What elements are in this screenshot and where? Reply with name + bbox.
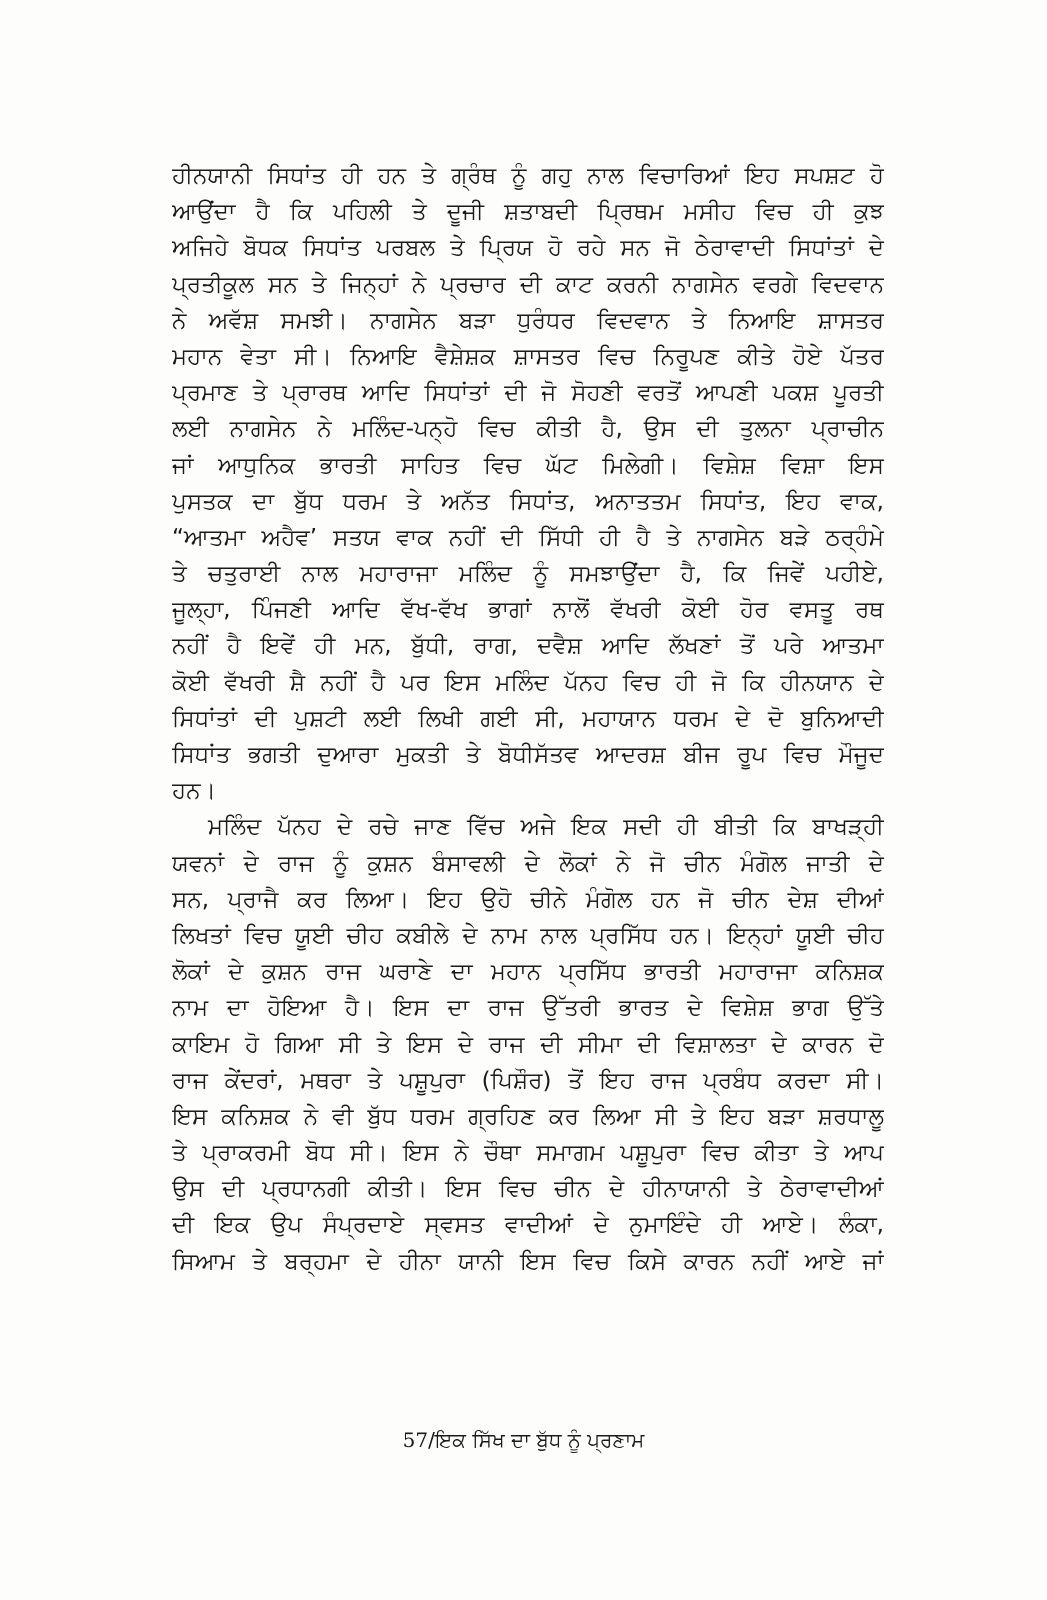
text-line: ਆਉਂਦਾ ਹੈ ਕਿ ਪਹਿਲੀ ਤੇ ਦੂਜੀ ਸ਼ਤਾਬਦੀ ਪ੍ਰਿਥਮ ਮਸੀਹ ਵਿਚ ਹੀ ਕੁਝ: [172, 199, 884, 226]
paragraph-1: [172, 158, 884, 809]
page-footer: [0, 1426, 1047, 1454]
text-line: ਹੀਨਯਾਨੀ ਸਿਧਾਂਤ ਹੀ ਹਨ ਤੇ ਗ੍ਰੰਥ ਨੂੰ ਗਹੁ ਨਾਲ ਵਿਚਾਰਿਆਂ ਇਹ ਸਪਸ਼ਟ ਹੋ: [172, 163, 884, 189]
text-line: ਸਿਆਮ ਤੇ ਬਰ੍ਹਮਾ ਦੇ ਹੀਨਾ ਯਾਨੀ ਇਸ ਵਿਚ ਕਿਸੇ ਕਾਰਨ ਨਹੀਂ ਆਏ ਜਾਂ: [172, 1248, 884, 1275]
text-line: ਰਾਜ ਕੇਂਦਰਾਂ, ਮਥਰਾ ਤੇ ਪਸ਼ੂਪੁਰਾ (ਪਿਸ਼ੌਰ) ਤੋਂ ਇਹ ਰਾਜ ਪ੍ਰਬੰਧ ਕਰਦਾ ਸੀ।: [172, 1067, 884, 1094]
text-line: ਜਾਂ ਆਧੁਨਿਕ ਭਾਰਤੀ ਸਾਹਿਤ ਵਿਚ ਘੱਟ ਮਿਲੇਗੀ। ਵਿਸ਼ੇਸ਼ ਵਿਸ਼ਾ ਇਸ: [172, 452, 884, 479]
text-line: ਇਸ ਕਨਿਸ਼ਕ ਨੇ ਵੀ ਬੁੱਧ ਧਰਮ ਗ੍ਰਹਿਣ ਕਰ ਲਿਆ ਸੀ ਤੇ ਇਹ ਬੜਾ ਸ਼ਰਧਾਲੂ: [172, 1103, 884, 1130]
footer-separator: /: [428, 1428, 435, 1452]
text-line: ਤੇ ਚਤੁਰਾਈ ਨਾਲ ਮਹਾਰਾਜਾ ਮਲਿੰਦ ਨੂੰ ਸਮਝਾਉਂਦਾ ਹੈ, ਕਿ ਜਿਵੇਂ ਪਹੀਏ,: [172, 561, 884, 588]
text-line: ਲਈ ਨਾਗਸੇਨ ਨੇ ਮਲਿੰਦ-ਪਨ੍ਹੋ ਵਿਚ ਕੀਤੀ ਹੈ, ਉਸ ਦੀ ਤੁਲਨਾ ਪ੍ਰਾਚੀਨ: [172, 416, 884, 443]
text-line: ਪ੍ਰਮਾਣ ਤੇ ਪ੍ਰਾਰਥ ਆਦਿ ਸਿਧਾਂਤਾਂ ਦੀ ਜੋ ਸੋਹਣੀ ਵਰਤੋਂ ਆਪਣੀ ਪਕਸ਼ ਪੂਰਤੀ: [172, 380, 884, 407]
text-line: ਦੀ ਇਕ ਉਪ ਸੰਪ੍ਰਦਾਏ ਸ੍ਵਸਤ ਵਾਦੀਆਂ ਦੇ ਨੁਮਾਇੰਦੇ ਹੀ ਆਏ। ਲੰਕਾ,: [172, 1212, 884, 1239]
page-number: 57: [402, 1428, 429, 1452]
text-line: ਸਿਧਾਂਤਾਂ ਦੀ ਪੁਸ਼ਟੀ ਲਈ ਲਿਖੀ ਗਈ ਸੀ, ਮਹਾਯਾਨ ਧਰਮ ਦੇ ਦੋ ਬੁਨਿਆਦੀ: [172, 705, 884, 732]
text-line: ਪ੍ਰਤੀਕੂਲ ਸਨ ਤੇ ਜਿਨ੍ਹਾਂ ਨੇ ਪ੍ਰਚਾਰ ਦੀ ਕਾਟ ਕਰਨੀ ਨਾਗਸੇਨ ਵਰਗੇ ਵਿਦਵਾਨ: [172, 271, 884, 298]
text-line: ਉਸ ਦੀ ਪ੍ਰਧਾਨਗੀ ਕੀਤੀ। ਇਸ ਵਿਚ ਚੀਨ ਦੇ ਹੀਨਾਯਾਨੀ ਤੇ ਠੇਰਾਵਾਦੀਆਂ: [172, 1176, 884, 1203]
text-line: ਨਾਮ ਦਾ ਹੋਇਆ ਹੈ। ਇਸ ਦਾ ਰਾਜ ਉੱਤਰੀ ਭਾਰਤ ਦੇ ਵਿਸ਼ੇਸ਼ ਭਾਗ ਉੱਤੇ: [172, 995, 884, 1022]
text-line: ਕਾਇਮ ਹੋ ਗਿਆ ਸੀ ਤੇ ਇਸ ਦੇ ਰਾਜ ਦੀ ਸੀਮਾ ਦੀ ਵਿਸ਼ਾਲਤਾ ਦੇ ਕਾਰਨ ਦੋ: [172, 1031, 884, 1058]
text-line: ਕੋਈ ਵੱਖਰੀ ਸ਼ੈ ਨਹੀਂ ਹੈ ਪਰ ਇਸ ਮਲਿੰਦ ਪੱਨਹ ਵਿਚ ਹੀ ਜੋ ਕਿ ਹੀਨਯਾਨ ਦੇ: [172, 669, 884, 696]
text-line: ਲਿਖਤਾਂ ਵਿਚ ਯੂਈ ਚੀਹ ਕਬੀਲੇ ਦੇ ਨਾਮ ਨਾਲ ਪ੍ਰਸਿੱਧ ਹਨ। ਇਨ੍ਹਾਂ ਯੂਈ ਚੀਹ: [172, 922, 884, 949]
text-line: ਸਿਧਾਂਤ ਭਗਤੀ ਦੁਆਰਾ ਮੁਕਤੀ ਤੇ ਬੋਧੀਸੱਤਵ ਆਦਰਸ਼ ਬੀਜ ਰੂਪ ਵਿਚ ਮੌਜੂਦ: [172, 742, 884, 768]
paragraph-2: [172, 809, 884, 1279]
text-line: “ਆਤਮਾ ਅਹੈਵ’ ਸਤਯ ਵਾਕ ਨਹੀਂ ਦੀ ਸਿੱਧੀ ਹੀ ਹੈ ਤੇ ਨਾਗਸੇਨ ਬੜੇ ਠਰ੍ਹੰਮੇ: [172, 524, 884, 551]
text-line: ਨਹੀਂ ਹੈ ਇਵੇਂ ਹੀ ਮਨ, ਬੁੱਧੀ, ਰਾਗ, ਦਵੈਸ਼ ਆਦਿ ਲੱਖਣਾਂ ਤੋਂ ਪਰੇ ਆਤਮਾ: [172, 633, 884, 660]
text-line: ਯਵਨਾਂ ਦੇ ਰਾਜ ਨੂੰ ਕੁਸ਼ਨ ਬੰਸਾਵਲੀ ਦੇ ਲੋਕਾਂ ਨੇ ਜੋ ਚੀਨ ਮੰਗੋਲ ਜਾਤੀ ਦੇ: [172, 850, 884, 877]
text-line: ਤੇ ਪ੍ਰਾਕਰਮੀ ਬੋਧ ਸੀ। ਇਸ ਨੇ ਚੌਥਾ ਸਮਾਗਮ ਪਸ਼ੂਪੁਰਾ ਵਿਚ ਕੀਤਾ ਤੇ ਆਪ: [172, 1140, 884, 1167]
body-text: [172, 158, 884, 1280]
book-title: ਇਕ ਸਿੱਖ ਦਾ ਬੁੱਧ ਨੂੰ ਪ੍ਰਣਾਮ: [434, 1428, 645, 1452]
text-line: ਸਨ, ਪ੍ਰਾਜੈ ਕਰ ਲਿਆ। ਇਹ ਉਹੋ ਚੀਨੇ ਮੰਗੋਲ ਹਨ ਜੋ ਚੀਨ ਦੇਸ਼ ਦੀਆਂ: [172, 886, 884, 913]
text-line: ਨੇ ਅਵੱਸ਼ ਸਮਝੀ। ਨਾਗਸੇਨ ਬੜਾ ਧੁਰੰਧਰ ਵਿਦਵਾਨ ਤੇ ਨਿਆਇ ਸ਼ਾਸਤਰ: [172, 307, 884, 334]
text-line: ਪੁਸਤਕ ਦਾ ਬੁੱਧ ਧਰਮ ਤੇ ਅਨੱਤ ਸਿਧਾਂਤ, ਅਨਾਤਤਮ ਸਿਧਾਂਤ, ਇਹ ਵਾਕ,: [172, 488, 884, 515]
text-line: ਮਲਿੰਦ ਪੱਨਹ ਦੇ ਰਚੇ ਜਾਣ ਵਿੱਚ ਅਜੇ ਇਕ ਸਦੀ ਹੀ ਬੀਤੀ ਕਿ ਬਾਖੜ੍ਹੀ: [208, 814, 884, 841]
text-line: ਜੂਲ੍ਹਾ, ਪਿੰਜਣੀ ਆਦਿ ਵੱਖ-ਵੱਖ ਭਾਗਾਂ ਨਾਲੋਂ ਵੱਖਰੀ ਕੋਈ ਹੋਰ ਵਸਤੂ ਰਥ: [172, 597, 884, 624]
text-line: ਮਹਾਨ ਵੇਤਾ ਸੀ। ਨਿਆਇ ਵੈਸ਼ੇਸ਼ਕ ਸ਼ਾਸਤਰ ਵਿਚ ਨਿਰੂਪਣ ਕੀਤੇ ਹੋਏ ਪੱਤਰ: [172, 343, 884, 370]
text-line: ਲੋਕਾਂ ਦੇ ਕੁਸ਼ਨ ਰਾਜ ਘਰਾਣੇ ਦਾ ਮਹਾਨ ਪ੍ਰਸਿੱਧ ਭਾਰਤੀ ਮਹਾਰਾਜਾ ਕਨਿਸ਼ਕ: [172, 959, 884, 986]
text-line: ਅਜਿਹੇ ਬੋਧਕ ਸਿਧਾਂਤ ਪਰਬਲ ਤੇ ਪ੍ਰਿਯ ਹੋ ਰਹੇ ਸਨ ਜੋ ਠੇਰਾਵਾਦੀ ਸਿਧਾਂਤਾਂ ਦੇ: [172, 235, 884, 262]
text-line: ਹਨ।: [172, 778, 216, 805]
